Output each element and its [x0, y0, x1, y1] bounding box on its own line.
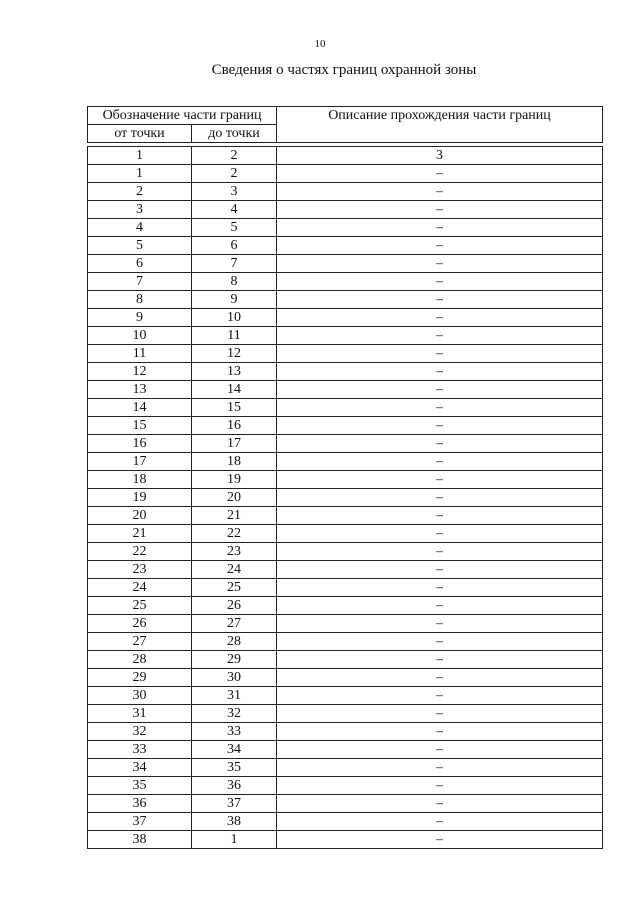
to-point-cell: 12 [192, 345, 277, 363]
to-point-cell: 16 [192, 417, 277, 435]
to-point-cell: 25 [192, 579, 277, 597]
table-row [88, 201, 603, 219]
to-point-cell: 34 [192, 741, 277, 759]
table-row [88, 741, 603, 759]
to-point-cell: 9 [192, 291, 277, 309]
description-cell: – [277, 237, 603, 255]
from-point-cell: 20 [88, 507, 192, 525]
table-row [88, 579, 603, 597]
description-cell: – [277, 471, 603, 489]
table-row [88, 363, 603, 381]
from-point-cell: 28 [88, 651, 192, 669]
description-cell: – [277, 813, 603, 831]
description-cell: – [277, 543, 603, 561]
to-point-cell: 13 [192, 363, 277, 381]
to-point-cell: 18 [192, 453, 277, 471]
table-row [88, 723, 603, 741]
from-point-cell: 1 [88, 165, 192, 183]
to-point-cell: 21 [192, 507, 277, 525]
header-to-point: до точки [192, 125, 277, 143]
to-point-cell: 17 [192, 435, 277, 453]
from-point-cell: 30 [88, 687, 192, 705]
table-row [88, 399, 603, 417]
table-row [88, 597, 603, 615]
to-point-cell: 1 [192, 831, 277, 849]
table-row [88, 615, 603, 633]
description-cell: – [277, 417, 603, 435]
to-point-cell: 38 [192, 813, 277, 831]
description-cell: – [277, 795, 603, 813]
description-cell: – [277, 741, 603, 759]
description-cell: – [277, 597, 603, 615]
from-point-cell: 13 [88, 381, 192, 399]
to-point-cell: 32 [192, 705, 277, 723]
description-cell: – [277, 255, 603, 273]
description-cell: – [277, 705, 603, 723]
from-point-cell: 2 [88, 183, 192, 201]
table-row [88, 255, 603, 273]
description-cell: – [277, 201, 603, 219]
description-cell: – [277, 165, 603, 183]
description-cell: – [277, 777, 603, 795]
to-point-cell: 19 [192, 471, 277, 489]
from-point-cell: 5 [88, 237, 192, 255]
from-point-cell: 15 [88, 417, 192, 435]
table-row [88, 651, 603, 669]
from-point-cell: 12 [88, 363, 192, 381]
table-row [88, 777, 603, 795]
description-cell: – [277, 669, 603, 687]
description-cell: – [277, 831, 603, 849]
description-cell: – [277, 759, 603, 777]
description-cell: – [277, 561, 603, 579]
table-row [88, 687, 603, 705]
to-point-cell: 5 [192, 219, 277, 237]
table-row [88, 795, 603, 813]
from-point-cell: 33 [88, 741, 192, 759]
table-row [88, 507, 603, 525]
from-point-cell: 7 [88, 273, 192, 291]
table-row [88, 453, 603, 471]
to-point-cell: 36 [192, 777, 277, 795]
table-row [88, 345, 603, 363]
to-point-cell: 33 [192, 723, 277, 741]
to-point-cell: 14 [192, 381, 277, 399]
table-row [88, 561, 603, 579]
from-point-cell: 32 [88, 723, 192, 741]
column-number-1: 1 [88, 147, 192, 165]
from-point-cell: 14 [88, 399, 192, 417]
description-cell: – [277, 579, 603, 597]
table-row [88, 669, 603, 687]
header-boundary-description: Описание прохождения части границ [277, 107, 603, 143]
from-point-cell: 4 [88, 219, 192, 237]
description-cell: – [277, 183, 603, 201]
from-point-cell: 8 [88, 291, 192, 309]
from-point-cell: 35 [88, 777, 192, 795]
table-row [88, 471, 603, 489]
description-cell: – [277, 651, 603, 669]
table-row [88, 183, 603, 201]
table-row [88, 417, 603, 435]
to-point-cell: 35 [192, 759, 277, 777]
from-point-cell: 19 [88, 489, 192, 507]
column-number-row [88, 147, 603, 165]
from-point-cell: 37 [88, 813, 192, 831]
to-point-cell: 2 [192, 165, 277, 183]
table-row [88, 633, 603, 651]
table-row [88, 219, 603, 237]
table-row [88, 831, 603, 849]
from-point-cell: 17 [88, 453, 192, 471]
from-point-cell: 16 [88, 435, 192, 453]
to-point-cell: 23 [192, 543, 277, 561]
column-number-3: 3 [277, 147, 603, 165]
table-row [88, 435, 603, 453]
table-row [88, 309, 603, 327]
to-point-cell: 3 [192, 183, 277, 201]
description-cell: – [277, 723, 603, 741]
to-point-cell: 24 [192, 561, 277, 579]
table-body [88, 143, 603, 849]
table-row [88, 813, 603, 831]
table-row [88, 165, 603, 183]
from-point-cell: 11 [88, 345, 192, 363]
table-row [88, 237, 603, 255]
table-row [88, 381, 603, 399]
to-point-cell: 15 [192, 399, 277, 417]
description-cell: – [277, 291, 603, 309]
table-row [88, 273, 603, 291]
header-boundary-part-designation: Обозначение части границ [88, 107, 277, 125]
table-row [88, 525, 603, 543]
description-cell: – [277, 453, 603, 471]
table-row [88, 759, 603, 777]
from-point-cell: 9 [88, 309, 192, 327]
from-point-cell: 31 [88, 705, 192, 723]
page-number: 10 [314, 38, 326, 50]
description-cell: – [277, 525, 603, 543]
to-point-cell: 6 [192, 237, 277, 255]
table-row [88, 489, 603, 507]
from-point-cell: 24 [88, 579, 192, 597]
description-cell: – [277, 219, 603, 237]
column-number-2: 2 [192, 147, 277, 165]
to-point-cell: 28 [192, 633, 277, 651]
from-point-cell: 26 [88, 615, 192, 633]
to-point-cell: 4 [192, 201, 277, 219]
from-point-cell: 6 [88, 255, 192, 273]
description-cell: – [277, 633, 603, 651]
description-cell: – [277, 381, 603, 399]
description-cell: – [277, 435, 603, 453]
from-point-cell: 21 [88, 525, 192, 543]
from-point-cell: 3 [88, 201, 192, 219]
to-point-cell: 22 [192, 525, 277, 543]
from-point-cell: 18 [88, 471, 192, 489]
from-point-cell: 10 [88, 327, 192, 345]
from-point-cell: 27 [88, 633, 192, 651]
to-point-cell: 29 [192, 651, 277, 669]
description-cell: – [277, 489, 603, 507]
to-point-cell: 20 [192, 489, 277, 507]
to-point-cell: 27 [192, 615, 277, 633]
description-cell: – [277, 273, 603, 291]
from-point-cell: 23 [88, 561, 192, 579]
header-from-point: от точки [88, 125, 192, 143]
from-point-cell: 34 [88, 759, 192, 777]
from-point-cell: 29 [88, 669, 192, 687]
from-point-cell: 22 [88, 543, 192, 561]
to-point-cell: 8 [192, 273, 277, 291]
to-point-cell: 26 [192, 597, 277, 615]
from-point-cell: 36 [88, 795, 192, 813]
description-cell: – [277, 687, 603, 705]
to-point-cell: 10 [192, 309, 277, 327]
to-point-cell: 30 [192, 669, 277, 687]
description-cell: – [277, 327, 603, 345]
table-row [88, 705, 603, 723]
from-point-cell: 38 [88, 831, 192, 849]
description-cell: – [277, 615, 603, 633]
description-cell: – [277, 363, 603, 381]
boundary-parts-table [87, 106, 603, 849]
description-cell: – [277, 399, 603, 417]
table-row [88, 327, 603, 345]
description-cell: – [277, 507, 603, 525]
from-point-cell: 25 [88, 597, 192, 615]
table-header [88, 107, 603, 143]
to-point-cell: 11 [192, 327, 277, 345]
description-cell: – [277, 345, 603, 363]
to-point-cell: 37 [192, 795, 277, 813]
description-cell: – [277, 309, 603, 327]
document-title: Сведения о частях границ охранной зоны [211, 62, 477, 78]
table-row [88, 543, 603, 561]
to-point-cell: 31 [192, 687, 277, 705]
to-point-cell: 7 [192, 255, 277, 273]
table-row [88, 291, 603, 309]
